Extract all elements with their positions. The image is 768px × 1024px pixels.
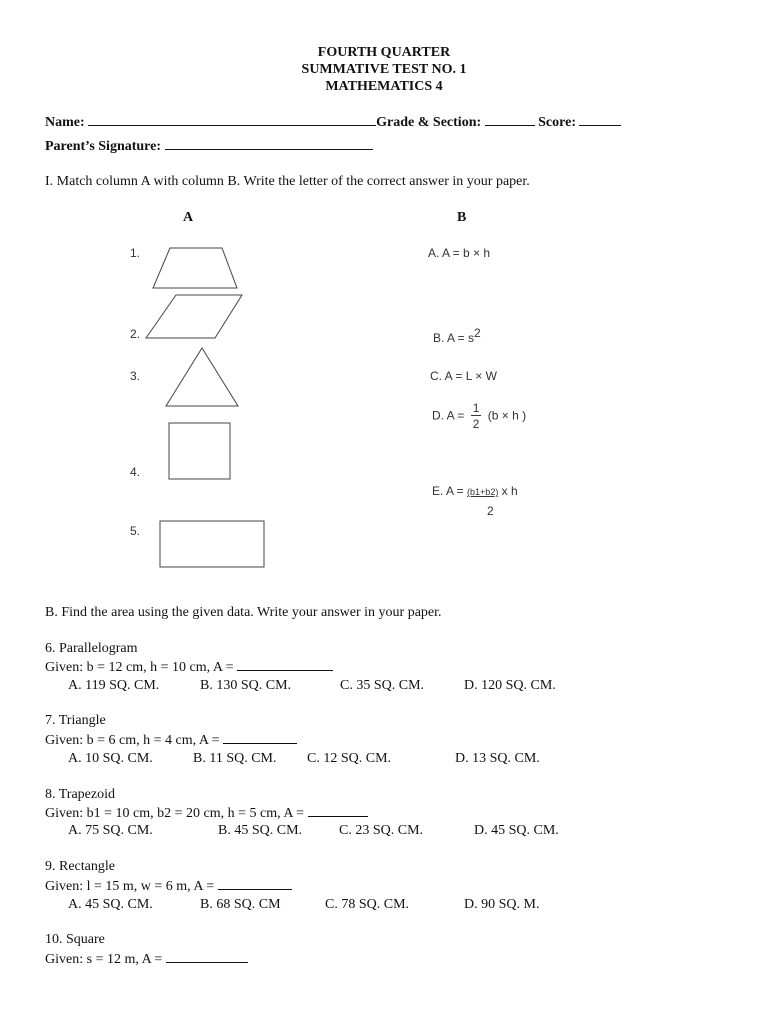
item-number-3: 3. [130, 369, 141, 383]
part2-instruction: B. Find the area using the given data. Write your answer in your paper. [45, 605, 442, 620]
formula-e-suffix: x h [501, 484, 518, 498]
question-7-choice-d[interactable]: D. 13 SQ. CM. [455, 751, 540, 766]
question-10-given-text: Given: s = 12 m, A = [45, 952, 163, 967]
question-8-choice-b[interactable]: B. 45 SQ. CM. [218, 823, 303, 838]
rectangle-icon [160, 521, 264, 567]
question-9-choice-b[interactable]: B. 68 SQ. CM [200, 897, 281, 912]
question-6-choice-a[interactable]: A. 119 SQ. CM. [68, 678, 160, 693]
question-8-given-text: Given: b1 = 10 cm, b2 = 20 cm, h = 5 cm, A = [45, 806, 305, 821]
question-10-answer-blank[interactable] [166, 950, 248, 963]
question-7-choice-b[interactable]: B. 11 SQ. CM. [193, 751, 277, 766]
question-8-choice-a[interactable]: A. 75 SQ. CM. [68, 823, 153, 838]
question-9-choice-a[interactable]: A. 45 SQ. CM. [68, 897, 153, 912]
grade-section-label: Grade & Section: [376, 115, 482, 130]
question-6-given [45, 658, 333, 676]
question-6-choice-c[interactable]: C. 35 SQ. CM. [340, 678, 425, 693]
question-8-title: 8. Trapezoid [45, 787, 115, 802]
question-6-answer-blank[interactable] [237, 658, 333, 671]
question-10-given [45, 950, 248, 968]
formula-e [432, 484, 518, 498]
formula-d [432, 401, 526, 432]
formula-e-prefix: E. A = [432, 484, 464, 498]
question-9-choice-d[interactable]: D. 90 SQ. M. [464, 897, 540, 912]
formula-a: A. A = b × h [428, 246, 491, 260]
question-8-choice-d[interactable]: D. 45 SQ. CM. [474, 823, 559, 838]
item-number-5: 5. [130, 524, 141, 538]
formula-b-text: B. A = s [433, 331, 475, 345]
formula-d-fraction [471, 401, 482, 432]
formula-d-denominator: 2 [472, 417, 480, 431]
item-number-2: 2. [130, 327, 141, 341]
item-number-4: 4. [130, 465, 141, 479]
formula-e-numerator: (b1+b2) [467, 487, 499, 497]
question-8-choice-c[interactable]: C. 23 SQ. CM. [339, 823, 424, 838]
question-9-title: 9. Rectangle [45, 859, 115, 874]
question-6-choice-b[interactable]: B. 130 SQ. CM. [200, 678, 292, 693]
question-6-title: 6. Parallelogram [45, 641, 138, 656]
question-9-given [45, 877, 292, 895]
question-9-given-text: Given: l = 15 m, w = 6 m, A = [45, 879, 215, 894]
formula-c: C. A = L × W [430, 369, 497, 383]
question-8-given [45, 804, 368, 822]
question-7-given-text: Given: b = 6 cm, h = 4 cm, A = [45, 733, 220, 748]
column-b-heading: B [457, 210, 467, 225]
formula-d-numerator: 1 [472, 401, 480, 415]
triangle-icon [166, 348, 238, 406]
question-10-title: 10. Square [45, 932, 105, 947]
test-title-summative: SUMMATIVE TEST NO. 1 [301, 62, 467, 77]
column-a-heading: A [183, 210, 194, 225]
question-8-answer-blank[interactable] [308, 804, 368, 817]
question-7-answer-blank[interactable] [223, 731, 297, 744]
parallelogram-icon [146, 295, 242, 338]
name-label: Name: [45, 115, 85, 130]
square-icon [169, 423, 230, 479]
score-label: Score: [538, 115, 576, 130]
question-7-title: 7. Triangle [45, 713, 106, 728]
formula-d-prefix: D. A = [432, 408, 465, 423]
question-7-given [45, 731, 297, 749]
part1-instruction: I. Match column A with column B. Write the letter of the correct answer in your paper. [45, 174, 530, 189]
question-7-choice-a[interactable]: A. 10 SQ. CM. [68, 751, 153, 766]
formula-b-exponent: 2 [474, 326, 481, 340]
question-9-answer-blank[interactable] [218, 877, 292, 890]
question-7-choice-c[interactable]: C. 12 SQ. CM. [307, 751, 392, 766]
question-9-choice-c[interactable]: C. 78 SQ. CM. [325, 897, 410, 912]
test-title-quarter: FOURTH QUARTER [317, 45, 451, 60]
question-6-given-text: Given: b = 12 cm, h = 10 cm, A = [45, 660, 234, 675]
formula-b [433, 326, 481, 345]
parent-signature-label: Parent’s Signature: [45, 139, 162, 154]
formula-e-denominator: 2 [487, 504, 494, 518]
question-6-choice-d[interactable]: D. 120 SQ. CM. [464, 678, 556, 693]
trapezoid-icon [153, 248, 237, 288]
test-title-subject: MATHEMATICS 4 [325, 79, 443, 94]
formula-d-suffix: (b × h ) [487, 408, 527, 423]
item-number-1: 1. [130, 246, 141, 260]
